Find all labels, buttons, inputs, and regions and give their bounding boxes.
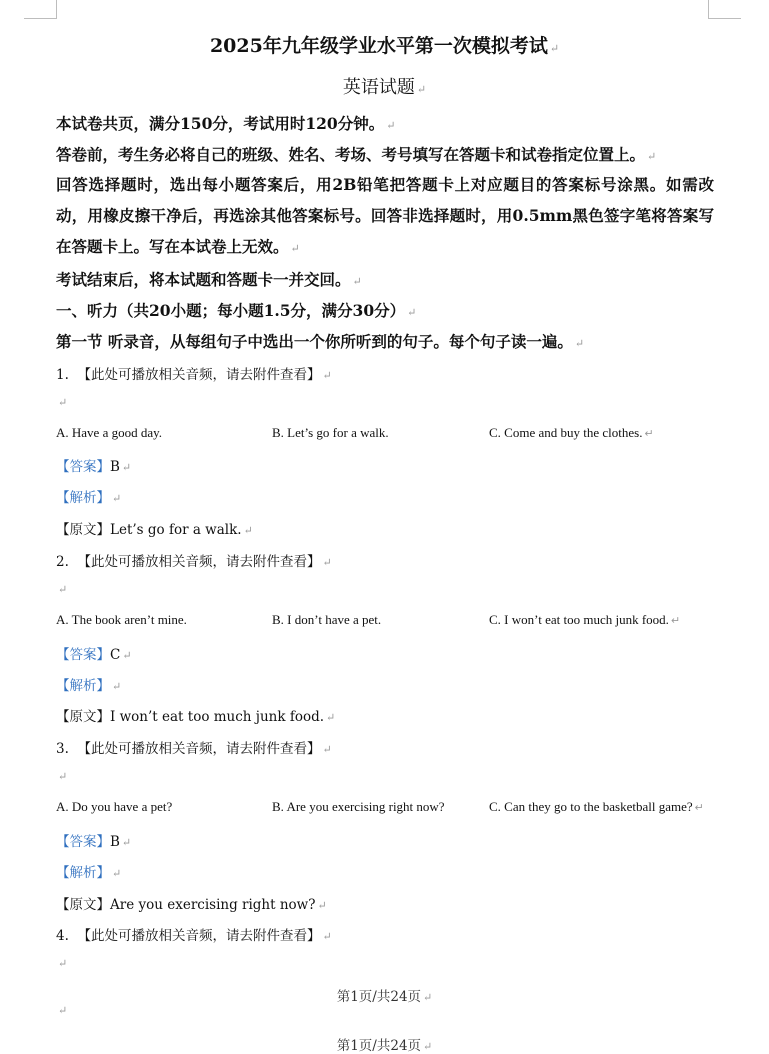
question-2-option-a: A. The book aren’t mine. bbox=[56, 612, 187, 627]
instruction-4: 考试结束后，将本试题和答题卡一并交回。 ↵ bbox=[56, 270, 362, 289]
page-corner-mark-left bbox=[24, 0, 57, 19]
question-1-audio: 1. 【此处可播放相关音频，请去附件查看】 ↵ bbox=[56, 367, 332, 383]
section-part-title: 第一节 听录音，从每组句子中选出一个你所听到的句子。每个句子读一遍。 ↵ bbox=[56, 332, 585, 351]
instruction-2: 答卷前，考生务必将自己的班级、姓名、考场、考号填写在答题卡和试卷指定位置上。 ↵ bbox=[56, 145, 657, 164]
document-subtitle: 英语试题 ↵ bbox=[342, 77, 427, 98]
question-1-answer: 【答案】B ↵ bbox=[56, 459, 132, 475]
question-1-option-c: C. Come and buy the clothes. ↵ bbox=[489, 425, 654, 440]
question-2-analysis: 【解析】 ↵ bbox=[56, 678, 122, 694]
question-3-original: 【原文】Are you exercising right now? ↵ bbox=[56, 897, 327, 913]
blank-line: ↵ bbox=[58, 396, 68, 409]
question-3-analysis: 【解析】 ↵ bbox=[56, 865, 122, 881]
instruction-3: 回答选择题时，选出每小题答案后，用2B铅笔把答题卡上对应题目的答案标号涂黑。如需改动，用橡皮擦干净后，再选涂其他答案标号。回答非选择题时，用0.5mm黑色签字笔将答案写在答题卡上。写在本试卷上无效。 ↵ bbox=[56, 175, 714, 256]
page-footer: 第1页/共24页 ↵ bbox=[336, 989, 433, 1005]
question-1-original: 【原文】Let’s go for a walk. ↵ bbox=[56, 522, 253, 538]
question-2-audio: 2. 【此处可播放相关音频，请去附件查看】 ↵ bbox=[56, 554, 332, 570]
page-footer-repeat: 第1页/共24页 ↵ bbox=[336, 1038, 433, 1054]
question-3-answer: 【答案】B ↵ bbox=[56, 834, 132, 850]
question-1-analysis: 【解析】 ↵ bbox=[56, 490, 122, 506]
page-corner-mark-right bbox=[708, 0, 741, 19]
question-2-option-b: B. I don’t have a pet. bbox=[272, 612, 382, 627]
question-3-audio: 3. 【此处可播放相关音频，请去附件查看】 ↵ bbox=[56, 741, 332, 757]
section-title: 一、听力（共20小题；每小题1.5分，满分30分） ↵ bbox=[56, 301, 417, 320]
question-2-option-c: C. I won’t eat too much junk food. ↵ bbox=[489, 612, 681, 627]
question-2-original: 【原文】I won’t eat too much junk food. ↵ bbox=[56, 709, 336, 725]
question-1-option-b: B. Let’s go for a walk. bbox=[272, 425, 389, 440]
question-4-audio: 4. 【此处可播放相关音频，请去附件查看】 ↵ bbox=[56, 928, 332, 944]
blank-line: ↵ bbox=[58, 770, 68, 783]
blank-line: ↵ bbox=[58, 957, 68, 970]
question-3-option-c: C. Can they go to the basketball game? ↵ bbox=[489, 799, 704, 814]
question-3-option-b: B. Are you exercising right now? bbox=[272, 799, 445, 814]
blank-line: ↵ bbox=[58, 1004, 68, 1017]
blank-line: ↵ bbox=[58, 583, 68, 596]
instruction-1: 本试卷共页，满分150分，考试用时120分钟。 ↵ bbox=[56, 114, 396, 133]
question-3-option-a: A. Do you have a pet? bbox=[56, 799, 173, 814]
question-1-option-a: A. Have a good day. bbox=[56, 425, 163, 440]
document-title: 2025年九年级学业水平第一次模拟考试 ↵ bbox=[209, 35, 560, 57]
question-2-answer: 【答案】C ↵ bbox=[56, 647, 132, 663]
